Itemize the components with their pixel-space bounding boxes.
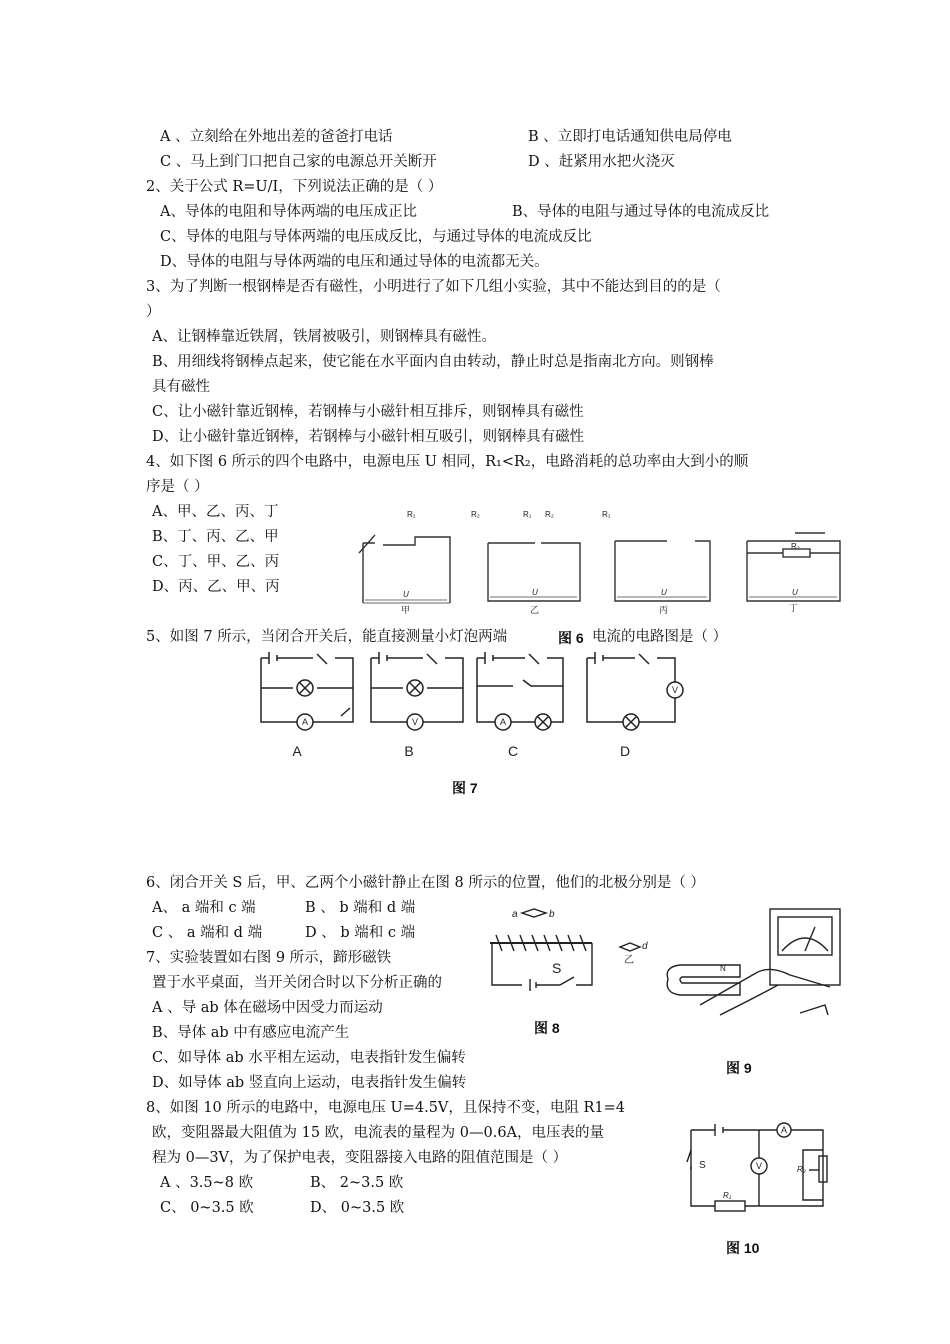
q7-option-c: C、如导体 ab 水平相左运动，电表指针发生偏转 [152, 1050, 466, 1066]
q6-option-a: A、 a 端和 c 端 [152, 900, 256, 916]
fig6-u-yi: U [532, 588, 538, 597]
q7-stem: 7、实验装置如右图 9 所示，蹄形磁铁 [146, 950, 392, 966]
q3-stem: 3、为了判断一根钢棒是否有磁性，小明进行了如下几组小实验，其中不能达到目的的是（ [146, 279, 721, 295]
fig10-r1: R₁ [723, 1191, 732, 1200]
fig8-yi: 乙 [624, 955, 634, 966]
q6-stem: 6、闭合开关 S 后，甲、乙两个小磁针静止在图 8 所示的位置，他们的北极分别是（ ） [146, 875, 705, 891]
fig7-letter-d: D [619, 743, 631, 759]
fig7-letter-b: B [404, 743, 414, 759]
figure-8-caption: 图 8 [534, 1020, 560, 1036]
fig7-meter-a2: A [499, 717, 507, 727]
q2-option-a: A、导体的电阻和导体两端的电压成正比 [160, 204, 417, 220]
fig6-label-r1c: R₁ [602, 510, 611, 519]
figure-10-circuit [683, 1110, 853, 1220]
fig6-u-ding: U [792, 588, 798, 597]
q1-option-b: B 、立即打电话通知供电局停电 [528, 129, 732, 145]
q7-option-a: A 、导 ab 体在磁场中因受力而运动 [152, 1000, 383, 1016]
q4-stem: 4、如下图 6 所示的四个电路中，电源电压 U 相同，R₁<R₂，电路消耗的总功率由大到小的顺 [146, 454, 749, 470]
figure-8-electromagnet [482, 905, 662, 1005]
q2-stem: 2、关于公式 R=U/I，下列说法正确的是（ ） [146, 179, 443, 195]
figure-7-caption: 图 7 [452, 780, 478, 796]
q1-option-d: D 、赶紧用水把火浇灭 [528, 154, 675, 170]
q3-option-a: A、让钢棒靠近铁屑，铁屑被吸引，则钢棒具有磁性。 [152, 329, 496, 345]
fig7-meter-a1: A [301, 717, 309, 727]
fig10-ammeter: A [780, 1125, 788, 1135]
fig6-label-r2c: R₂ [791, 542, 800, 551]
fig6-label-r1a: R₁ [407, 510, 416, 519]
fig7-meter-v2: V [671, 685, 679, 695]
fig7-meter-v1: V [411, 717, 419, 727]
q5-stem-tail: 电流的电路图是（ ） [592, 629, 728, 645]
fig8-d: d [642, 941, 648, 952]
q3-option-b-cont: 具有磁性 [152, 379, 210, 395]
q2-option-b: B、导体的电阻与通过导体的电流成反比 [512, 204, 770, 220]
q3-option-c: C、让小磁针靠近钢棒，若钢棒与小磁针相互排斥，则钢棒具有磁性 [152, 404, 584, 420]
q7-option-d: D、如导体 ab 竖直向上运动，电表指针发生偏转 [152, 1075, 467, 1091]
fig8-b: b [549, 909, 555, 920]
q6-option-c: C 、 a 端和 d 端 [152, 925, 263, 941]
fig6-name-jia: 甲 [401, 605, 411, 615]
q3-option-d: D、让小磁针靠近钢棒，若钢棒与小磁针相互吸引，则钢棒具有磁性 [152, 429, 585, 445]
q8-stem-cont: 欧，变阻器最大阻值为 15 欧，电流表的量程为 0—0.6A，电压表的量 [152, 1125, 605, 1141]
figure-7-circuits [255, 650, 695, 760]
q8-option-b: B、 2~3.5 欧 [310, 1175, 404, 1191]
q8-option-a: A 、3.5~8 欧 [160, 1175, 254, 1191]
fig7-letter-a: A [292, 743, 302, 759]
q6-option-d: D 、 b 端和 c 端 [305, 925, 416, 941]
figure-9-caption: 图 9 [726, 1060, 752, 1076]
figure-6-caption: 图 6 [558, 630, 584, 646]
fig6-u-jia: U [403, 590, 409, 599]
fig6-label-r2a: R₂ [471, 510, 480, 519]
q8-option-d: D、 0~3.5 欧 [310, 1200, 405, 1216]
q8-stem: 8、如图 10 所示的电路中，电源电压 U=4.5V，且保持不变，电阻 R1=4 [146, 1100, 626, 1116]
fig10-switch-s: S [699, 1160, 706, 1171]
fig6-name-yi: 乙 [530, 605, 540, 615]
q3-option-b: B、用细线将钢棒点起来，使它能在水平面内自由转动，静止时总是指南北方向。则钢棒 [152, 354, 714, 370]
q3-stem-cont: ） [146, 304, 161, 320]
q2-option-c: C、导体的电阻与导体两端的电压成反比，与通过导体的电流成反比 [160, 229, 592, 245]
figure-9-apparatus [660, 905, 850, 1025]
figure-6-circuits [355, 505, 865, 615]
q1-option-a: A 、立刻给在外地出差的爸爸打电话 [160, 129, 393, 145]
fig6-u-bing: U [661, 588, 667, 597]
fig8-a: a [512, 909, 518, 920]
fig7-letter-c: C [507, 743, 519, 759]
q6-option-b: B 、 b 端和 d 端 [305, 900, 416, 916]
q4-option-d: D、丙、乙、甲、丙 [152, 579, 280, 595]
figure-10-caption: 图 10 [726, 1240, 760, 1256]
fig6-label-r1b: R₁ [523, 510, 532, 519]
q5-stem: 5、如图 7 所示，当闭合开关后，能直接测量小灯泡两端 [146, 629, 508, 645]
q2-option-d: D、导体的电阻与导体两端的电压和通过导体的电流都无关。 [160, 254, 549, 270]
q8-option-c: C、 0~3.5 欧 [160, 1200, 254, 1216]
q1-option-c: C 、马上到门口把自己家的电源总开关断开 [160, 154, 437, 170]
q4-option-a: A、甲、乙、丙、丁 [152, 504, 279, 520]
fig9-n: N [720, 964, 726, 973]
q8-stem-cont2: 程为 0—3V，为了保护电表，变阻器接入电路的阻值范围是（ ） [152, 1150, 568, 1166]
fig10-voltmeter: V [755, 1161, 763, 1171]
fig8-switch-s: S [552, 960, 562, 976]
fig6-name-ding: 丁 [789, 603, 799, 613]
q7-option-b: B、导体 ab 中有感应电流产生 [152, 1025, 350, 1041]
fig6-name-bing: 丙 [659, 605, 669, 615]
q4-option-b: B、丁、丙、乙、甲 [152, 529, 279, 545]
fig6-label-r2b: R₂ [545, 510, 554, 519]
fig10-r2: R₂ [797, 1165, 806, 1174]
q4-option-c: C、丁、甲、乙、丙 [152, 554, 280, 570]
q4-stem-cont: 序是（ ） [146, 479, 209, 495]
q7-stem-cont: 置于水平桌面，当开关闭合时以下分析正确的 [152, 975, 442, 991]
